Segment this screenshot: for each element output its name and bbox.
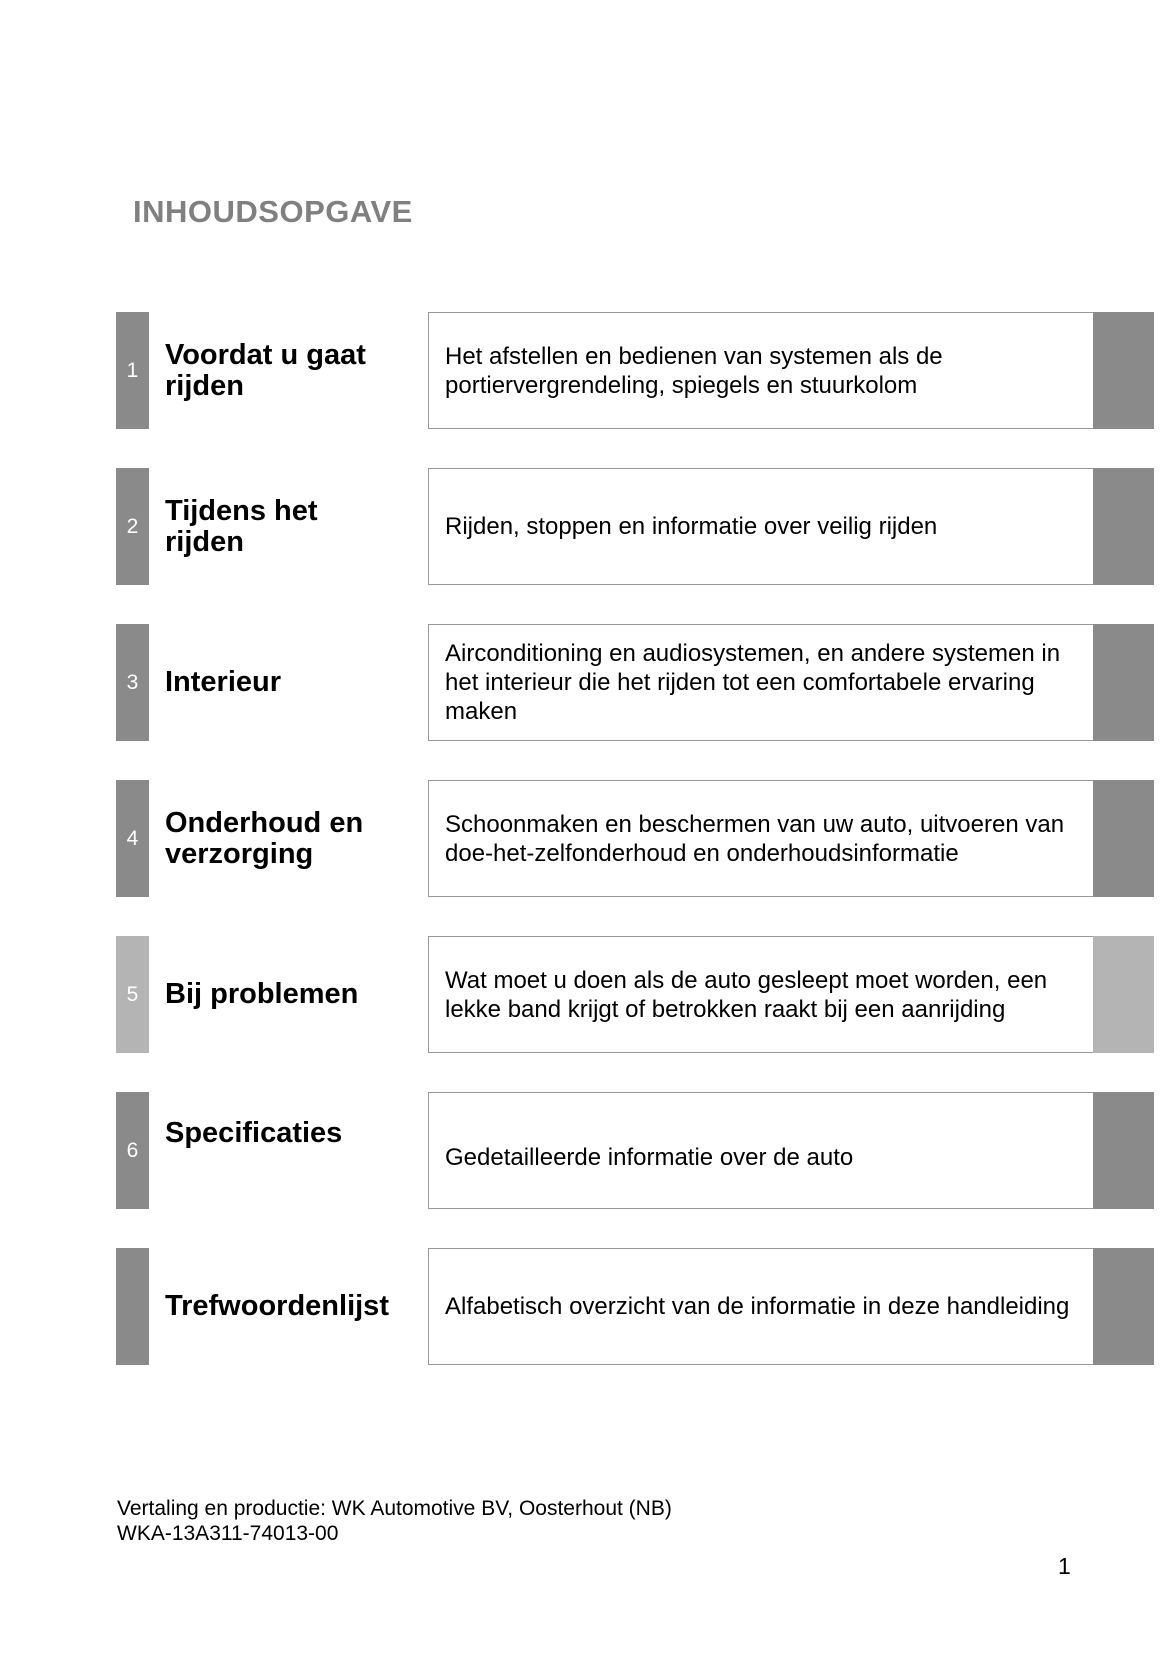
toc-entry-interieur[interactable] <box>116 624 1152 741</box>
chapter-title: Tijdens het rijden <box>165 494 318 558</box>
footer <box>117 1496 672 1546</box>
toc-entry-voordat-u-gaat-rijden[interactable] <box>116 312 1152 429</box>
side-thumb-tab-5[interactable] <box>1093 936 1154 1053</box>
side-thumb-tab-2[interactable] <box>1093 468 1154 585</box>
chapter-title: Interieur <box>165 666 282 698</box>
chapter-description-box <box>428 312 1094 429</box>
page-title: INHOUDSOPGAVE <box>133 194 413 229</box>
chapter-description-box <box>428 780 1094 897</box>
chapter-tab-2 <box>116 468 149 585</box>
toc-entry-onderhoud-en-verzorging[interactable] <box>116 780 1152 897</box>
toc-entry-specificaties[interactable] <box>116 1092 1152 1209</box>
side-thumb-tab-index[interactable] <box>1093 1248 1154 1365</box>
chapter-title: Specificaties <box>165 1117 343 1149</box>
side-thumb-tab-4[interactable] <box>1093 780 1154 897</box>
toc-entry-tijdens-het-rijden[interactable] <box>116 468 1152 585</box>
side-thumb-tab-6[interactable] <box>1093 1092 1154 1209</box>
chapter-title: Onderhoud en verzorging <box>165 806 364 870</box>
chapter-number: 4 <box>126 826 139 850</box>
side-thumb-tab-3[interactable] <box>1093 624 1154 741</box>
chapter-title: Voordat u gaat rijden <box>165 338 366 402</box>
chapter-description-box <box>428 936 1094 1053</box>
chapter-description: Het afstellen en bedienen van systemen als de portiervergrendeling, spiegels en stuurkolom <box>445 342 943 399</box>
chapter-description: Schoonmaken en beschermen van uw auto, uitvoeren van doe-het-zelfonderhoud en onderhoudsinformatie <box>445 810 1065 867</box>
page-number: 1 <box>1058 1553 1071 1579</box>
chapter-number: 5 <box>126 982 139 1006</box>
chapter-tab-3 <box>116 624 149 741</box>
chapter-tab-1 <box>116 312 149 429</box>
chapter-description: Wat moet u doen als de auto gesleept moet worden, een lekke band krijgt of betrokken raakt bij een aanrijding <box>445 966 1048 1023</box>
chapter-description: Gedetailleerde informatie over de auto <box>445 1144 854 1171</box>
chapter-number: 6 <box>126 1138 139 1162</box>
chapter-number: 1 <box>126 358 139 382</box>
chapter-description-box <box>428 1248 1094 1365</box>
chapter-tab-6 <box>116 1092 149 1209</box>
chapter-tab-5 <box>116 936 149 1053</box>
chapter-number: 3 <box>126 670 139 694</box>
toc-entry-bij-problemen[interactable] <box>116 936 1152 1053</box>
chapter-description: Airconditioning en audiosystemen, en andere systemen in het interieur die het rijden tot een comfortabele ervaring maken <box>445 640 1061 725</box>
table-of-contents <box>116 312 1152 1404</box>
footer-credits: Vertaling en productie: WK Automotive BV, Oosterhout (NB) <box>117 1497 672 1520</box>
chapter-title: Trefwoordenlijst <box>165 1290 389 1322</box>
footer-document-code: WKA-13A311-74013-00 <box>117 1522 339 1545</box>
chapter-description: Rijden, stoppen en informatie over veilig rijden <box>445 513 938 540</box>
chapter-tab-index <box>116 1248 149 1365</box>
toc-entry-trefwoordenlijst[interactable] <box>116 1248 1152 1365</box>
chapter-title: Bij problemen <box>165 978 359 1010</box>
chapter-number: 2 <box>126 514 139 538</box>
chapter-description-box <box>428 624 1094 741</box>
chapter-description-box <box>428 1092 1094 1209</box>
chapter-description: Alfabetisch overzicht van de informatie in deze handleiding <box>445 1293 1070 1320</box>
chapter-tab-4 <box>116 780 149 897</box>
side-thumb-tab-1[interactable] <box>1093 312 1154 429</box>
chapter-description-box <box>428 468 1094 585</box>
